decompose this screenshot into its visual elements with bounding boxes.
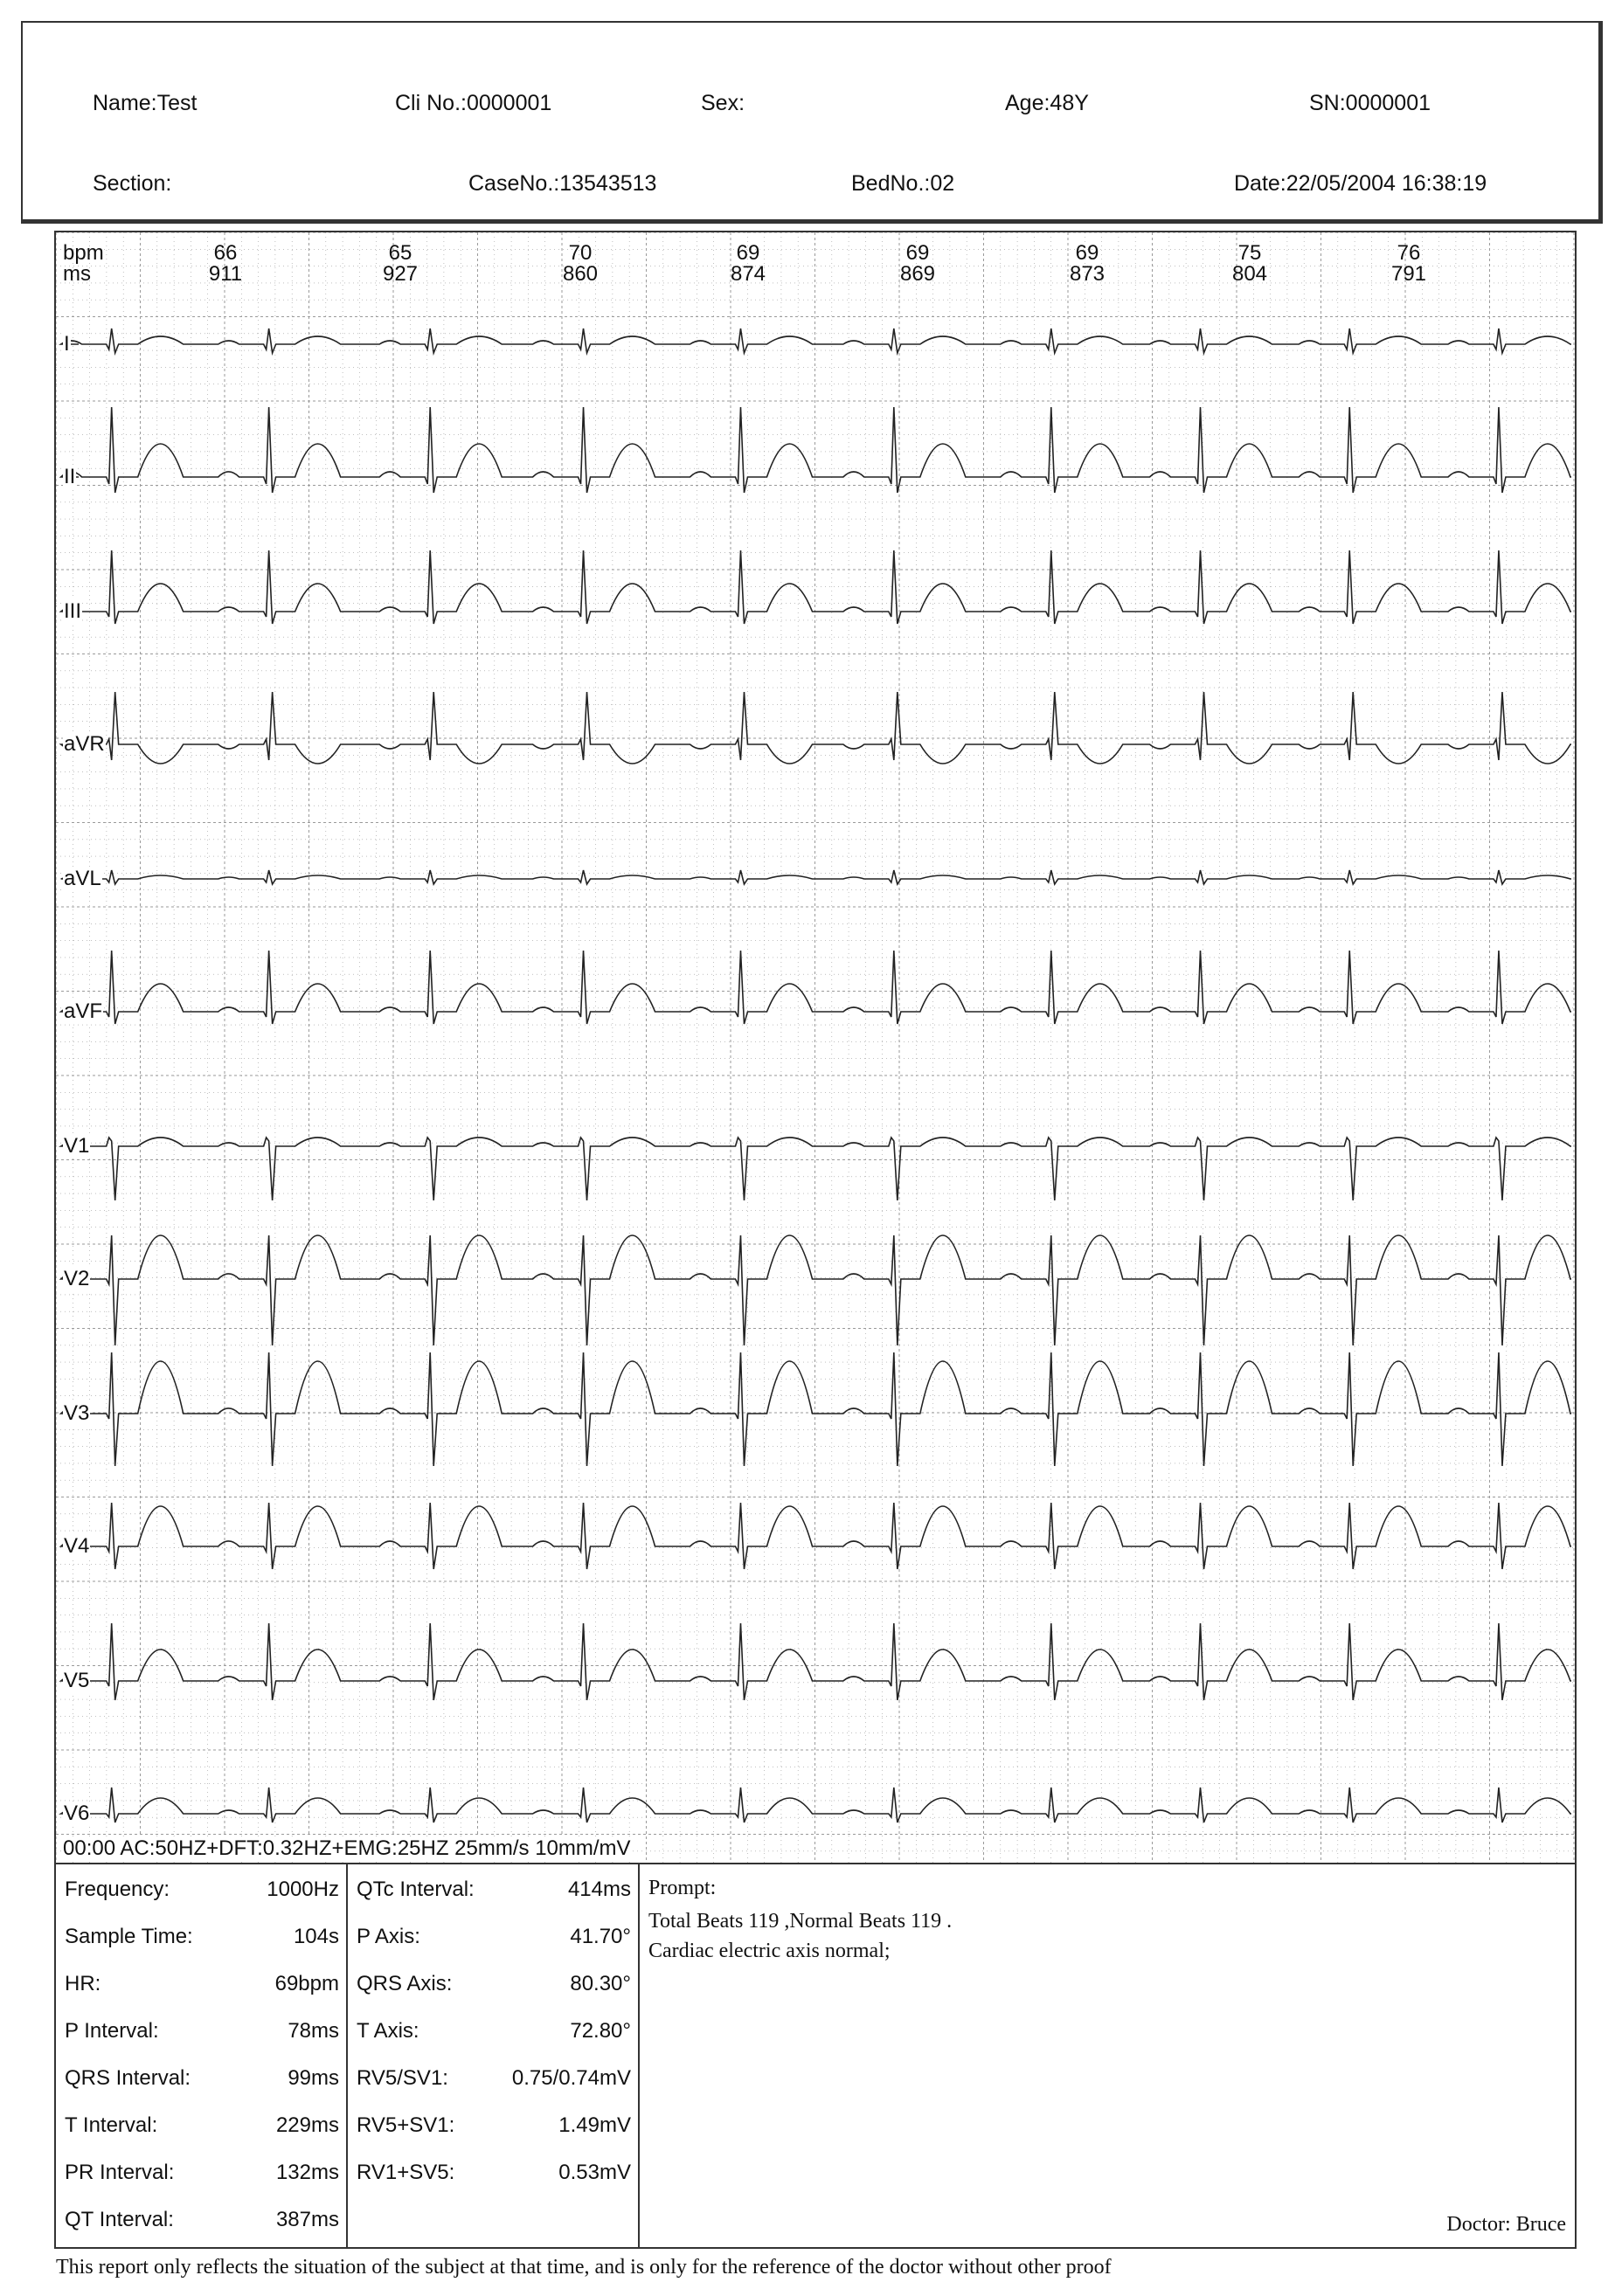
lead-label-avf: aVF: [64, 999, 103, 1023]
param-row: [348, 1959, 638, 2006]
param-row: [56, 2147, 346, 2195]
beat-rate-4: 69: [736, 241, 760, 265]
rr-interval-7: 804: [1231, 262, 1268, 286]
lead-label-v4: V4: [64, 1534, 90, 1558]
section: Section:: [93, 171, 172, 196]
serial-number: SN:0000001: [1309, 91, 1431, 115]
beat-rate-3: 70: [568, 241, 593, 265]
beat-rate-6: 69: [1075, 241, 1099, 265]
param-label: P Axis:: [357, 1925, 420, 1948]
param-value: 1.49mV: [558, 2113, 631, 2137]
rr-interval-8: 791: [1390, 262, 1427, 286]
param-label: QTc Interval:: [357, 1878, 475, 1901]
param-value: 72.80°: [570, 2019, 631, 2043]
trace-v6: [61, 1788, 1571, 1822]
patient-name: Name:Test: [93, 91, 198, 115]
lead-label-iii: III: [64, 599, 82, 623]
trace-v3: [61, 1352, 1571, 1466]
lead-label-v2: V2: [64, 1267, 90, 1290]
param-value: 104s: [293, 1925, 339, 1948]
param-value: 99ms: [288, 2066, 339, 2090]
prompt-title: Prompt:: [648, 1877, 717, 1899]
beat-rate-8: 76: [1397, 241, 1421, 265]
trace-v4: [61, 1503, 1571, 1569]
trace-avr: [61, 692, 1571, 764]
param-row: [56, 2100, 346, 2147]
ecg-grid-and-traces: [56, 232, 1575, 1863]
param-label: Frequency:: [65, 1878, 170, 1901]
param-row: [56, 2006, 346, 2053]
param-row: [348, 1912, 638, 1959]
param-value: 132ms: [275, 2161, 339, 2184]
prompt-text: [648, 1906, 952, 1966]
param-label: T Interval:: [65, 2113, 158, 2137]
lead-label-avr: aVR: [64, 732, 105, 756]
param-row: [56, 1864, 346, 1912]
param-label: P Interval:: [65, 2019, 159, 2043]
param-value: 0.75/0.74mV: [511, 2066, 631, 2090]
param-row: [348, 2100, 638, 2147]
lead-label-avl: aVL: [64, 867, 101, 890]
beat-rate-1: 66: [213, 241, 238, 265]
lead-label-v6: V6: [64, 1802, 90, 1825]
param-value: 0.53mV: [558, 2161, 631, 2184]
param-value: 78ms: [288, 2019, 339, 2043]
param-value: 387ms: [275, 2208, 339, 2231]
beat-rate-5: 69: [905, 241, 930, 265]
report-date: Date:22/05/2004 16:38:19: [1234, 171, 1487, 196]
rr-interval-1: 911: [208, 262, 243, 286]
param-row: [56, 2195, 346, 2242]
bpm-unit-label: bpm: [63, 241, 104, 265]
prompt-line: Cardiac electric axis normal;: [648, 1940, 891, 1962]
trace-ii: [61, 407, 1571, 493]
param-label: RV5/SV1:: [357, 2066, 448, 2090]
param-label: RV1+SV5:: [357, 2161, 455, 2184]
param-label: T Axis:: [357, 2019, 419, 2043]
beat-rate-2: 65: [388, 241, 412, 265]
trace-i: [61, 328, 1571, 353]
param-label: QRS Axis:: [357, 1972, 453, 1995]
rr-interval-2: 927: [382, 262, 419, 286]
ms-unit-label: ms: [63, 262, 91, 286]
lead-label-v3: V3: [64, 1401, 90, 1425]
patient-header: [21, 21, 1603, 224]
param-value: 80.30°: [570, 1972, 631, 1995]
trace-v5: [61, 1623, 1571, 1700]
param-label: HR:: [65, 1972, 101, 1995]
param-label: QT Interval:: [65, 2208, 174, 2231]
patient-sex: Sex:: [701, 91, 745, 115]
disclaimer: This report only reflects the situation of the subject at that time, and is only for the reference of the doctor without other proof: [56, 2256, 1112, 2279]
lead-label-v5: V5: [64, 1669, 90, 1692]
doctor-signature: Doctor: Bruce: [1446, 2213, 1566, 2236]
trace-avf: [61, 951, 1571, 1024]
param-label: Sample Time:: [65, 1925, 193, 1948]
param-row: [348, 2147, 638, 2195]
rr-interval-3: 860: [562, 262, 599, 286]
trace-v2: [61, 1235, 1571, 1345]
parameter-table: [54, 1864, 1577, 2249]
param-value: 1000Hz: [267, 1878, 339, 1901]
prompt-line: Total Beats 119 ,Normal Beats 119 .: [648, 1910, 953, 1933]
lead-label-i: I: [64, 332, 70, 356]
param-value: 41.70°: [570, 1925, 631, 1948]
param-label: PR Interval:: [65, 2161, 175, 2184]
trace-avl: [61, 870, 1571, 884]
param-row: [348, 2006, 638, 2053]
param-row: [56, 1912, 346, 1959]
case-number: CaseNo.:13543513: [468, 171, 657, 196]
param-row: [348, 1864, 638, 1912]
param-row: [348, 2053, 638, 2100]
axis-parameters: [348, 1864, 640, 2247]
param-row: [56, 2053, 346, 2100]
param-value: 229ms: [275, 2113, 339, 2137]
rr-interval-4: 874: [730, 262, 766, 286]
param-value: 414ms: [567, 1878, 631, 1901]
recording-settings: 00:00 AC:50HZ+DFT:0.32HZ+EMG:25HZ 25mm/s 10mm/mV: [63, 1836, 631, 1860]
trace-iii: [61, 550, 1571, 624]
lead-label-v1: V1: [64, 1134, 90, 1158]
rr-interval-5: 869: [899, 262, 936, 286]
param-label: QRS Interval:: [65, 2066, 191, 2090]
param-row: [56, 1959, 346, 2006]
rr-interval-6: 873: [1069, 262, 1106, 286]
prompt-panel: [640, 1864, 1575, 2247]
bed-number: BedNo.:02: [851, 171, 955, 196]
beat-rate-7: 75: [1237, 241, 1262, 265]
param-value: 69bpm: [274, 1972, 339, 1995]
patient-age: Age:48Y: [1005, 91, 1089, 115]
clinic-number: Cli No.:0000001: [395, 91, 552, 115]
trace-v1: [61, 1138, 1571, 1200]
ecg-strip: [54, 231, 1577, 1864]
lead-label-ii: II: [64, 465, 76, 488]
param-label: RV5+SV1:: [357, 2113, 455, 2137]
interval-parameters: [56, 1864, 348, 2247]
